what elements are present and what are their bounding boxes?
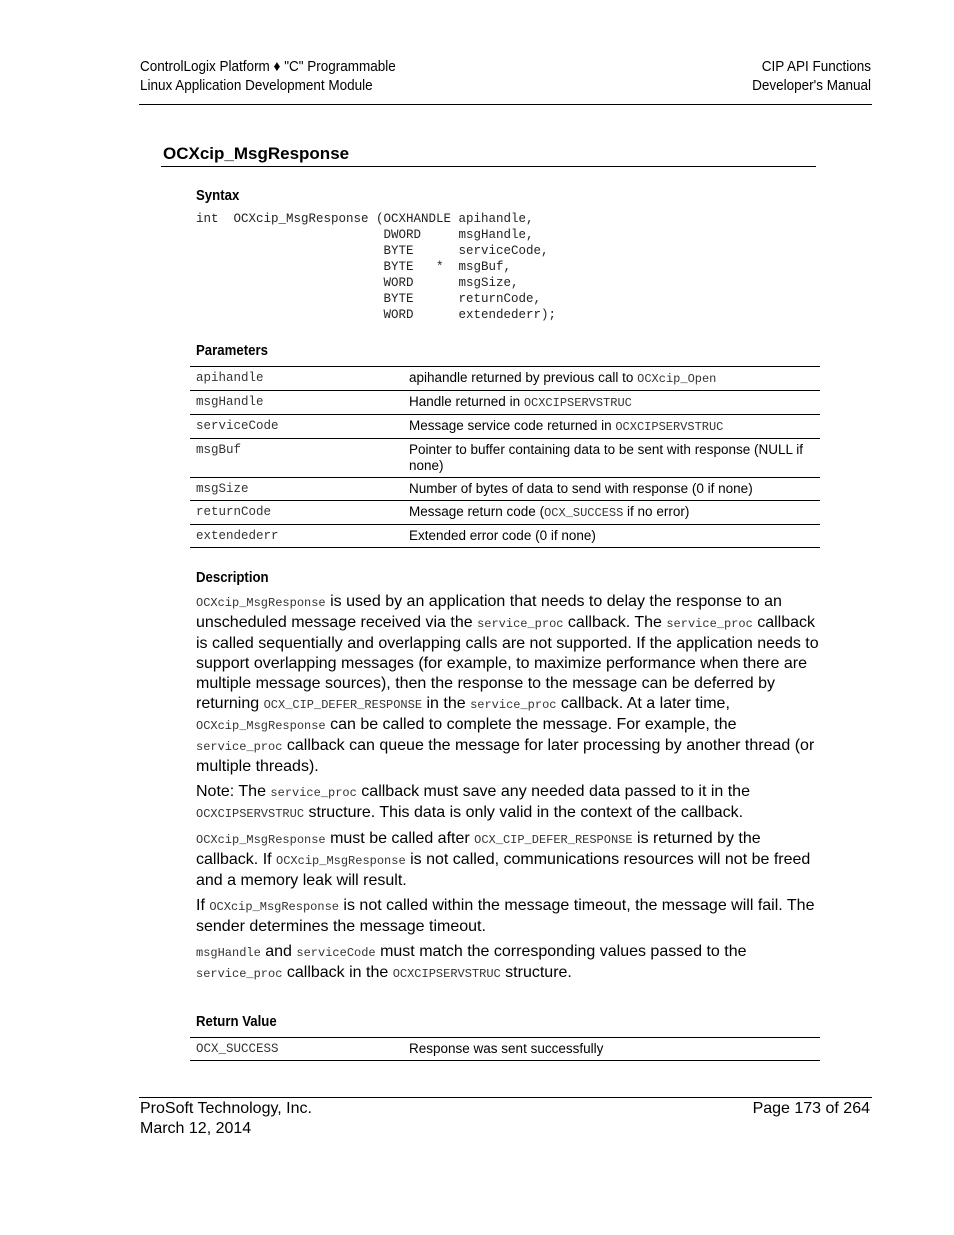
page-header-right: [529, 57, 871, 95]
page-header-left: [140, 57, 518, 95]
return-value-name: OCX_SUCCESS: [190, 1038, 403, 1061]
description-paragraph: [196, 942, 820, 984]
inline-code: service_proc: [196, 967, 283, 981]
inline-code: OCXCIPSERVSTRUC: [196, 807, 305, 821]
description-text: callback is called sequentially and overlapping calls are not supported. If the application needs to support overlapping messages (for example, to maximize performance when there are multiple message sources), then the response to the message can be deferred by returning: [196, 614, 819, 712]
parameter-name: serviceCode: [190, 415, 403, 439]
inline-code: OCXcip_MsgResponse: [196, 719, 326, 733]
header-chapter-line: CIP API Functions: [761, 58, 871, 75]
header-manual-line: Developer's Manual: [752, 77, 871, 94]
parameter-description-text: if no error): [623, 504, 690, 519]
title-divider: [161, 166, 816, 167]
description-text: callback can queue the message for later processing by another thread (or multiple threads).: [196, 737, 815, 775]
parameter-name: msgSize: [190, 478, 403, 501]
syntax-code: int OCXcip_MsgResponse (OCXHANDLE apihandle, DWORD msgHandle, BYTE serviceCode, BYTE * msgBuf, WORD msgSize, BYTE returnCode, WORD extendederr);: [196, 212, 557, 322]
page-footer-left: [140, 1099, 312, 1139]
parameter-description-text: Message return code (: [409, 504, 545, 519]
description-paragraph: [196, 896, 820, 937]
header-divider: [139, 104, 872, 105]
inline-code: OCX_CIP_DEFER_RESPONSE: [263, 698, 423, 712]
inline-code: service_proc: [196, 740, 283, 754]
description-text: is not called within the message timeout, the message will fail. The sender determines the message timeout.: [196, 897, 815, 935]
footer-page-number: Page 173 of 264: [752, 1100, 870, 1117]
inline-code: OCXCIPSERVSTRUC: [392, 967, 501, 981]
parameter-name: msgHandle: [190, 391, 403, 415]
parameter-description-text: Number of bytes of data to send with response (0 if none): [409, 481, 753, 496]
description-text: callback. At a later time,: [556, 695, 730, 712]
parameter-name: returnCode: [190, 501, 403, 525]
return-value-heading: Return Value: [196, 1013, 277, 1030]
parameter-description-code: OCXcip_Open: [637, 372, 717, 386]
description-paragraph: [196, 829, 820, 891]
inline-code: service_proc: [477, 617, 564, 631]
return-value-row: [190, 1038, 820, 1061]
description-text: structure. This data is only valid in the context of the callback.: [304, 804, 744, 821]
description-text: If: [196, 897, 210, 914]
parameter-description-code: OCX_SUCCESS: [544, 506, 624, 520]
footer-company: ProSoft Technology, Inc.: [140, 1100, 312, 1117]
description-text: callback must save any needed data passed to it in the: [356, 783, 750, 800]
parameter-description: [403, 525, 820, 548]
syntax-heading: Syntax: [196, 187, 240, 204]
description-paragraph: [196, 782, 820, 824]
parameters-table: [190, 366, 820, 548]
inline-code: OCX_CIP_DEFER_RESPONSE: [474, 833, 633, 847]
description-text: and: [260, 943, 297, 960]
description-text: is returned by the callback. If: [196, 830, 761, 868]
parameter-row: [190, 439, 820, 478]
inline-code: OCXcip_MsgResponse: [209, 900, 339, 914]
parameter-description-text: Pointer to buffer containing data to be sent with response (NULL if none): [409, 442, 803, 473]
parameter-description-code: OCXCIPSERVSTRUC: [523, 396, 632, 410]
parameter-row: [190, 478, 820, 501]
parameter-description: [403, 415, 820, 439]
description-text: is not called, communications resources will not be freed and a memory leak will result.: [196, 851, 811, 889]
return-value-table: [190, 1037, 820, 1061]
parameter-name: msgBuf: [190, 439, 403, 478]
parameter-description: [403, 367, 820, 391]
parameter-description-text: Handle returned in: [409, 394, 524, 409]
description-text: can be called to complete the message. For example, the: [325, 716, 737, 733]
parameter-description: [403, 391, 820, 415]
parameter-name: apihandle: [190, 367, 403, 391]
description-text: callback in the: [282, 964, 393, 981]
description-heading: Description: [196, 569, 269, 586]
description-text: must match the corresponding values passed to the: [375, 943, 747, 960]
description-body: [196, 592, 820, 989]
inline-code: OCXcip_MsgResponse: [196, 596, 326, 610]
inline-code: service_proc: [666, 617, 753, 631]
parameter-description-text: Message service code returned in: [409, 418, 616, 433]
description-paragraph: [196, 592, 820, 777]
footer-divider: [139, 1097, 872, 1098]
parameter-description: [403, 478, 820, 501]
description-text: is used by an application that needs to delay the response to an unscheduled message received via the: [196, 593, 782, 631]
parameter-row: [190, 501, 820, 525]
inline-code: OCXcip_MsgResponse: [196, 833, 326, 847]
description-text: structure.: [500, 964, 572, 981]
parameter-row: [190, 367, 820, 391]
inline-code: service_proc: [270, 786, 357, 800]
parameter-description-text: Extended error code (0 if none): [409, 528, 596, 543]
parameter-description: [403, 501, 820, 525]
page-footer-right: [753, 1099, 870, 1119]
parameters-heading: Parameters: [196, 342, 268, 359]
description-text: Note: The: [196, 783, 271, 800]
parameter-description-text: apihandle returned by previous call to: [409, 370, 638, 385]
description-text: callback. The: [563, 614, 667, 631]
function-title: OCXcip_MsgResponse: [163, 144, 350, 163]
parameter-row: [190, 525, 820, 548]
parameter-row: [190, 415, 820, 439]
parameter-name: extendederr: [190, 525, 403, 548]
header-product-line: ControlLogix Platform ♦ "C" Programmable: [140, 58, 396, 75]
parameter-description: [403, 439, 820, 478]
parameter-row: [190, 391, 820, 415]
parameter-description-code: OCXCIPSERVSTRUC: [615, 420, 724, 434]
inline-code: service_proc: [470, 698, 557, 712]
inline-code: msgHandle: [196, 946, 261, 960]
footer-date: March 12, 2014: [140, 1120, 252, 1137]
inline-code: OCXcip_MsgResponse: [276, 854, 406, 868]
inline-code: serviceCode: [296, 946, 376, 960]
description-text: must be called after: [325, 830, 475, 847]
description-text: in the: [422, 695, 471, 712]
header-module-line: Linux Application Development Module: [140, 77, 373, 94]
return-value-description: Response was sent successfully: [403, 1038, 820, 1061]
